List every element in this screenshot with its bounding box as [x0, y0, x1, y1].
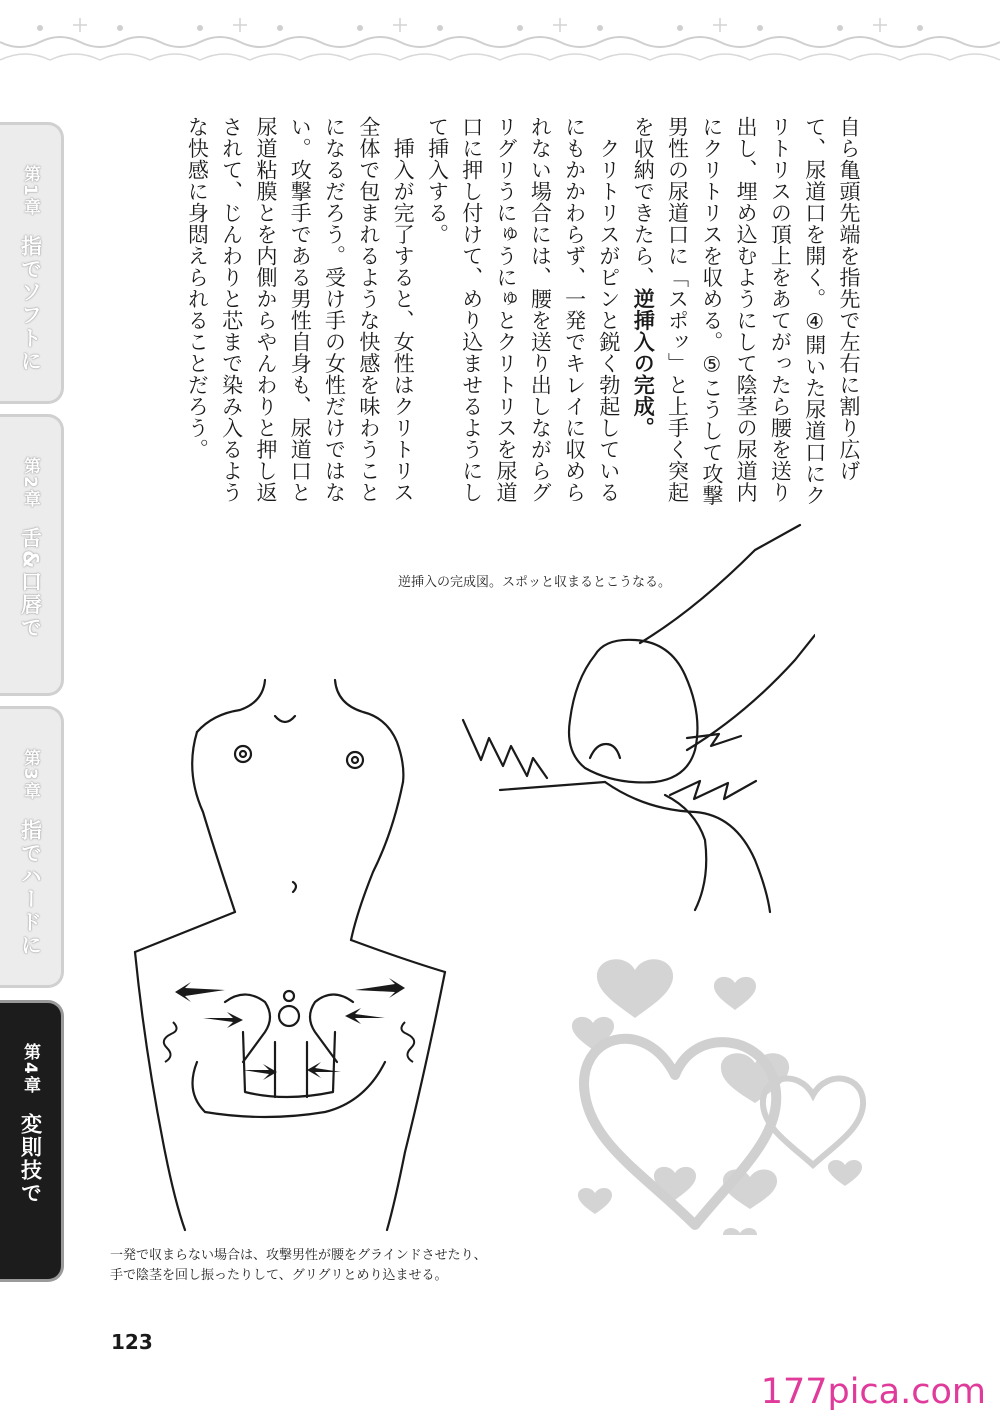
chapter-title: 変則技で	[18, 1112, 43, 1205]
chapter-tab-1[interactable]	[0, 122, 64, 404]
page-number: 123	[111, 1330, 153, 1354]
chapter-tab-3[interactable]	[0, 706, 64, 988]
chapter-title: 指でハードに	[18, 818, 43, 957]
chapter-number: 第2章	[20, 457, 40, 509]
paragraph-2-text: クリトリスがピンと鋭く勃起しているにもかかわらず、一発でキレイに収められない場合には、腰を送り出しながらグリグリうにゅうにゅとクリトリスを尿道口に押し付けて、めり込ませるようにして挿入する。	[425, 116, 621, 503]
chapter-number: 第4章	[20, 1043, 40, 1095]
paragraph-1-text: 自ら亀頭先端を指先で左右に割り広げて、尿道口を開く。④開いた尿道口にクリトリスの頂上をあてがったら腰を送り出し、埋め込むようにして陰茎の尿道内にクリトリスを収める。⑤こうして攻撃男性の尿道口に「スポッ」と上手く突起を収納できたら、	[631, 116, 861, 506]
figure-caption-top: 逆挿入の完成図。スポッと収まるとこうなる。	[398, 575, 672, 590]
highlight-text: 逆挿入の完成。	[631, 288, 656, 439]
torso-illustration	[125, 672, 455, 1232]
paragraph-3-text: 挿入が完了すると、女性はクリトリス全体で包まれるような快感を味わうことになるだろう。受け手の女性だけではない。攻撃手である男性自身も、尿道口と尿道粘膜とを内側からやんわりと押し返されて、じんわりと芯まで染み入るような快感に身悶えられることだろう。	[185, 116, 416, 503]
body-text	[180, 116, 866, 506]
decorative-lace-border	[0, 0, 1000, 70]
chapter-title: 舌&口唇で	[18, 526, 43, 640]
hearts-decoration	[565, 915, 885, 1235]
watermark-text: 177pica.com	[760, 1372, 986, 1412]
closeup-illustration	[455, 520, 815, 920]
chapter-title: 指でソフトに	[18, 234, 43, 373]
paragraph-3	[180, 116, 420, 506]
chapter-tab-2[interactable]	[0, 414, 64, 696]
chapter-number: 第3章	[20, 749, 40, 801]
chapter-number: 第1章	[20, 165, 40, 217]
chapter-tab-4[interactable]	[0, 1000, 64, 1282]
paragraph-1	[626, 116, 866, 506]
figure-caption-bottom: 一発で収まらない場合は、攻撃男性が腰をグラインドさせたり、手で陰茎を回し振ったりして、グリグリとめり込ませる。	[110, 1248, 487, 1283]
paragraph-2	[420, 116, 626, 506]
